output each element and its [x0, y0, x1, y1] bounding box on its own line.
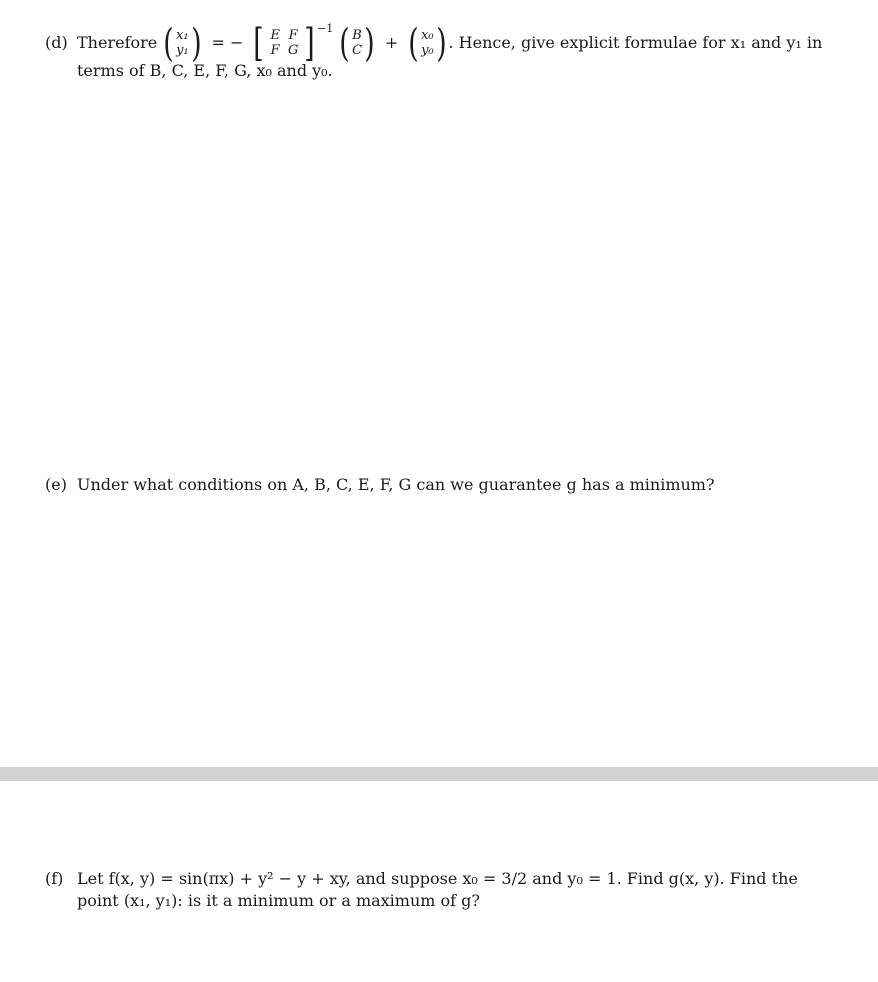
matrix-entry: F	[270, 43, 280, 58]
hence-text: . Hence, give explicit formulae for x₁ and y₁ in	[448, 33, 823, 52]
question-f-line2: point (x₁, y₁): is it a minimum or a maximum of g?	[77, 891, 480, 910]
vector-x0: x₀	[421, 28, 434, 43]
question-f-label: (f)	[45, 869, 64, 888]
question-e-text: Under what conditions on A, B, C, E, F, G can we guarantee g has a minimum?	[77, 475, 715, 494]
vector-c: C	[352, 43, 363, 58]
equals-minus: = −	[211, 33, 244, 52]
vector-b: B	[352, 28, 362, 43]
matrix-entry: E	[270, 28, 280, 43]
question-d-line2: terms of B, C, E, F, G, x₀ and y₀.	[77, 61, 333, 80]
matrix-entry: F	[288, 28, 298, 43]
matrix-entry: G	[287, 43, 299, 58]
matrix-efg	[266, 28, 302, 58]
vector-b-c	[352, 28, 362, 58]
vector-x0-y0	[421, 28, 434, 58]
question-f	[45, 868, 798, 912]
inverse-exponent: −1	[317, 22, 334, 35]
question-d-label: (d)	[45, 33, 68, 52]
question-e	[45, 474, 715, 496]
therefore-text: Therefore	[77, 33, 158, 52]
page-divider	[0, 767, 878, 781]
question-e-label: (e)	[45, 475, 67, 494]
question-d: (d) Therefore ( x₁ y₁ ) = − [ E F F G ] −1 ( B C ) + ( x₀ y₀ ) . Hence, give explicit formulae for x₁ and y₁ in terms of B, C, E, F, G, x₀ and y₀.	[45, 26, 822, 82]
question-f-line1: Let f(x, y) = sin(πx) + y² − y + xy, and suppose x₀ = 3/2 and y₀ = 1. Find g(x, y). Find the	[77, 869, 798, 888]
vector-y1: y₁	[176, 43, 189, 58]
vector-y0: y₀	[421, 43, 434, 58]
vector-x1: x₁	[176, 28, 189, 43]
vector-x1-y1	[176, 28, 189, 58]
plus-sign: +	[384, 33, 399, 52]
